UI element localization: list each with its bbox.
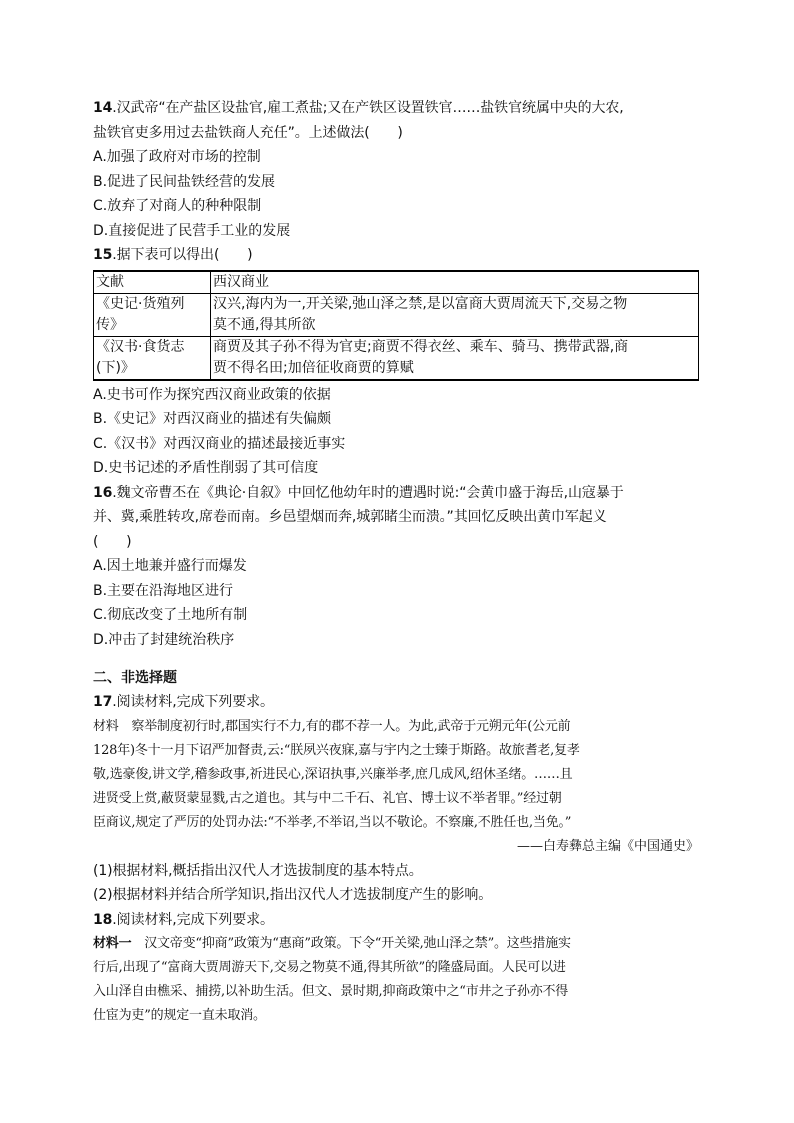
table-cell-content: 汉兴,海内为一,开关梁,弛山泽之禁,是以富商大贾周流天下,交易之物 莫不通,得其所欲 [211,293,699,336]
question-15-option-c[interactable]: C.《汉书》对西汉商业的描述最接近事实 [93,435,346,452]
question-18-stem: 18.阅读材料,完成下列要求。 [93,911,274,928]
question-17-requirement-1: (1)根据材料,概括指出汉代人才选拔制度的基本特点。 [93,862,423,879]
question-16 [93,481,703,653]
question-15-option-a[interactable]: A.史书可作为探究西汉商业政策的依据 [93,386,331,403]
material-line: 128年)冬十一月下诏严加督责,云:“朕夙兴夜寐,嘉与宇内之士臻于斯路。故旅耆老,复孝 [93,742,580,758]
section-heading: 二、非选择题 [93,670,177,686]
material-line: 进贤受上赏,蔽贤蒙显戮,古之道也。其与中二千石、礼官、博士议不举者罪。”经过朝 [93,790,562,806]
question-15-number: 15 [93,247,113,263]
question-14-stem-line-2: 盐铁官吏多用过去盐铁商人充任”。上述做法( ) [93,124,403,141]
question-14-option-c[interactable]: C.放弃了对商人的种种限制 [93,198,262,214]
question-15-stem: 15.据下表可以得出( ) [93,247,253,263]
table-row [94,293,699,336]
question-14-option-a[interactable]: A.加强了政府对市场的控制 [93,149,261,165]
question-15-option-d[interactable]: D.史书记述的矛盾性削弱了其可信度 [93,460,319,476]
question-16-option-b[interactable]: B.主要在沿海地区进行 [93,582,234,599]
question-16-option-a[interactable]: A.因土地兼并盛行而爆发 [93,558,247,574]
question-14-number: 14 [93,100,113,116]
question-17-requirement-2: (2)根据材料并结合所学知识,指出汉代人才选拔制度产生的影响。 [93,887,493,903]
question-16-stem-line-1: 16.魏文帝曹丕在《典论·自叙》中回忆他幼年时的遭遇时说:“会黄巾盛于海岳,山寇暴于 [93,484,624,501]
question-14 [93,96,703,243]
question-16-option-d[interactable]: D.冲击了封建统治秩序 [93,631,235,648]
material-label: 材料 [93,718,132,734]
question-18-number: 18 [93,911,113,928]
question-17-stem: 17.阅读材料,完成下列要求。 [93,694,274,710]
question-16-number: 16 [93,484,113,501]
question-15 [93,243,703,481]
question-15-option-b[interactable]: B.《史记》对西汉商业的描述有失偏颇 [93,411,332,427]
question-14-option-d[interactable]: D.直接促进了民营手工业的发展 [93,222,291,239]
table-header-row [94,271,699,294]
table-cell-source: 《汉书·食货志 (下)》 [94,336,211,380]
material-line: 材料一 汉文帝变“抑商”政策为“惠商”政策。下令“开关梁,弛山泽之禁”。这些措施实 [93,936,571,951]
question-14-option-b[interactable]: B.促进了民间盐铁经营的发展 [93,173,276,190]
question-17 [93,690,703,908]
table-header-cell: 西汉商业 [211,271,699,294]
material-line: 仕宦为吏”的规定一直未取消。 [93,1008,266,1023]
question-16-stem-line-3: ( ) [93,533,132,550]
table-header-cell: 文献 [94,271,211,294]
material-line: 行后,出现了“富商大贾周游天下,交易之物莫不通,得其所欲”的隆盛局面。人民可以进 [93,960,566,975]
question-16-stem-line-2: 并、冀,乘胜转攻,席卷而南。乡邑望烟而奔,城郭睹尘而溃。”其回忆反映出黄巾军起义 [93,509,607,525]
table-row [94,336,699,380]
material-source: ——白寿彝总主编《中国通史》 [516,838,699,854]
material-label: 材料一 [93,936,145,951]
question-16-option-c[interactable]: C.彻底改变了土地所有制 [93,607,248,623]
table-cell-source: 《史记·货殖列 传》 [94,293,211,336]
material-line: 敬,选豪俊,讲文学,稽参政事,祈进民心,深诏执事,兴廉举孝,庶几成风,绍休圣绪。……且 [93,766,573,782]
source-table [93,270,699,381]
material-line: 材料 察举制度初行时,郡国实行不力,有的郡不荐一人。为此,武帝于元朔元年(公元前 [93,718,571,734]
material-line: 入山泽自由樵采、捕捞,以补助生活。但文、景时期,抑商政策中之“市井之子孙亦不得 [93,984,569,999]
table-cell-content: 商贾及其子孙不得为官吏;商贾不得衣丝、乘车、骑马、携带武器,商 贾不得名田;加倍征收商贾的算赋 [211,336,699,380]
exam-page [93,96,703,1028]
question-18 [93,908,703,1029]
material-line: 臣商议,规定了严厉的处罚办法:“不举孝,不举诏,当以不敬论。不察廉,不胜任也,当免。” [93,814,572,830]
question-17-number: 17 [93,694,113,710]
question-14-stem-line-1: 14.汉武帝“在产盐区设盐官,雇工煮盐;又在产铁区设置铁官……盐铁官统属中央的大农, [93,100,624,116]
